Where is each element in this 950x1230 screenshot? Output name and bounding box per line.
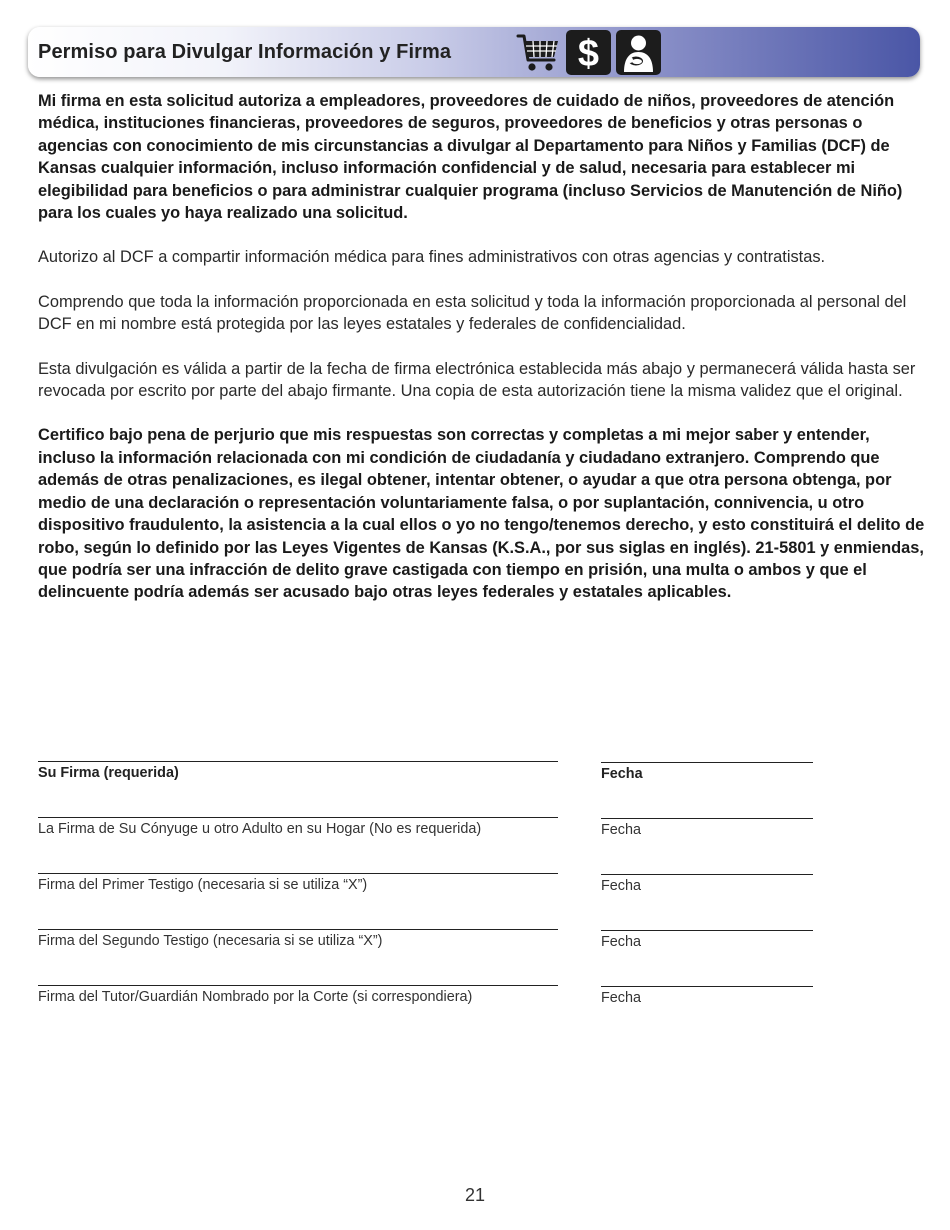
page-number: 21 (464, 1185, 486, 1205)
date-label: Fecha (601, 822, 641, 838)
signature-line[interactable] (38, 985, 558, 986)
child-care-icon (616, 30, 661, 75)
signature-label: Firma del Tutor/Guardián Nombrado por la Corte (si correspondiera) (38, 989, 473, 1005)
signature-row-first-witness (0, 873, 950, 913)
section-title: Permiso para Divulgar Información y Firma (38, 41, 452, 63)
signature-row-applicant (0, 761, 950, 801)
date-line[interactable] (601, 762, 813, 763)
confidentiality-paragraph: Comprendo que toda la información proporcionada en esta solicitud y toda la información proporcionada al personal del DCF en mi nombre está protegida por las leyes estatales y federales de confidencialidad. (38, 292, 907, 334)
signature-label: Su Firma (requerida) (38, 765, 179, 781)
authorization-paragraph: Mi firma en esta solicitud autoriza a empleadores, proveedores de cuidado de niños, proveedores de atención médica, instituciones financieras, proveedores de seguros, proveedores de beneficios y otras personas o agencias con conocimiento de mis circunstancias a divulgar al Departamento para Niños y Familias (DCF) de Kansas cualquier información, incluso información confidencial y de salud, necesaria para establecer mi elegibilidad para beneficios o para administrar cualquier programa (incluso Servicios de Manutención de Niño) para los cuales yo haya realizado una solicitud. (38, 92, 903, 223)
validity-paragraph: Esta divulgación es válida a partir de la fecha de firma electrónica establecida más abajo y permanecerá válida hasta ser revocada por escrito por parte del abajo firmante. Una copia de esta autorización tiene la misma validez que el original. (38, 359, 916, 401)
date-line[interactable] (601, 874, 813, 875)
signature-row-second-witness (0, 929, 950, 969)
date-label: Fecha (601, 878, 641, 894)
medical-sharing-paragraph: Autorizo al DCF a compartir información médica para fines administrativos con otras agencias y contratistas. (38, 248, 826, 267)
signature-row-guardian (0, 985, 950, 1025)
signature-line[interactable] (38, 873, 558, 874)
shopping-cart-icon (516, 30, 561, 75)
signature-line[interactable] (38, 761, 558, 762)
date-line[interactable] (601, 818, 813, 819)
signature-label: Firma del Primer Testigo (necesaria si se utiliza “X”) (38, 877, 368, 893)
date-label: Fecha (601, 990, 641, 1006)
signature-line[interactable] (38, 817, 558, 818)
release-text (38, 90, 928, 626)
dollar-icon (566, 30, 611, 75)
program-icons (516, 30, 661, 75)
signature-label: Firma del Segundo Testigo (necesaria si se utiliza “X”) (38, 933, 383, 949)
date-line[interactable] (601, 930, 813, 931)
section-header-banner (28, 27, 920, 77)
signature-line[interactable] (38, 929, 558, 930)
date-line[interactable] (601, 986, 813, 987)
dollar-symbol: $ (577, 33, 600, 75)
signature-row-spouse (0, 817, 950, 857)
perjury-certification-paragraph: Certifico bajo pena de perjurio que mis respuestas son correctas y completas a mi mejor saber y entender, incluso la información relacionada con mi condición de ciudadanía y ciudadano extranjero. Comprendo que además de otras penalizaciones, es ilegal obtener, intentar obtener, o ayudar a que otra persona obtenga, por medio de una declaración o representación voluntariamente falsa, o por suplantación, connivencia, u otro dispositivo fraudulento, la asistencia a la cual ellos o yo no tengo/tenemos derecho, y esto constituirá el delito de robo, según lo definido por las Leyes Vigentes de Kansas (K.S.A., por sus siglas en inglés). 21-5801 y enmiendas, que podría ser una infracción de delito grave castigada con tiempo en prisión, una multa o ambos y que el delincuente podría además ser acusado bajo otras leyes federales y estatales aplicables. (38, 426, 925, 602)
date-label: Fecha (601, 934, 641, 950)
date-label: Fecha (601, 766, 643, 782)
signature-label: La Firma de Su Cónyuge u otro Adulto en su Hogar (No es requerida) (38, 821, 482, 837)
